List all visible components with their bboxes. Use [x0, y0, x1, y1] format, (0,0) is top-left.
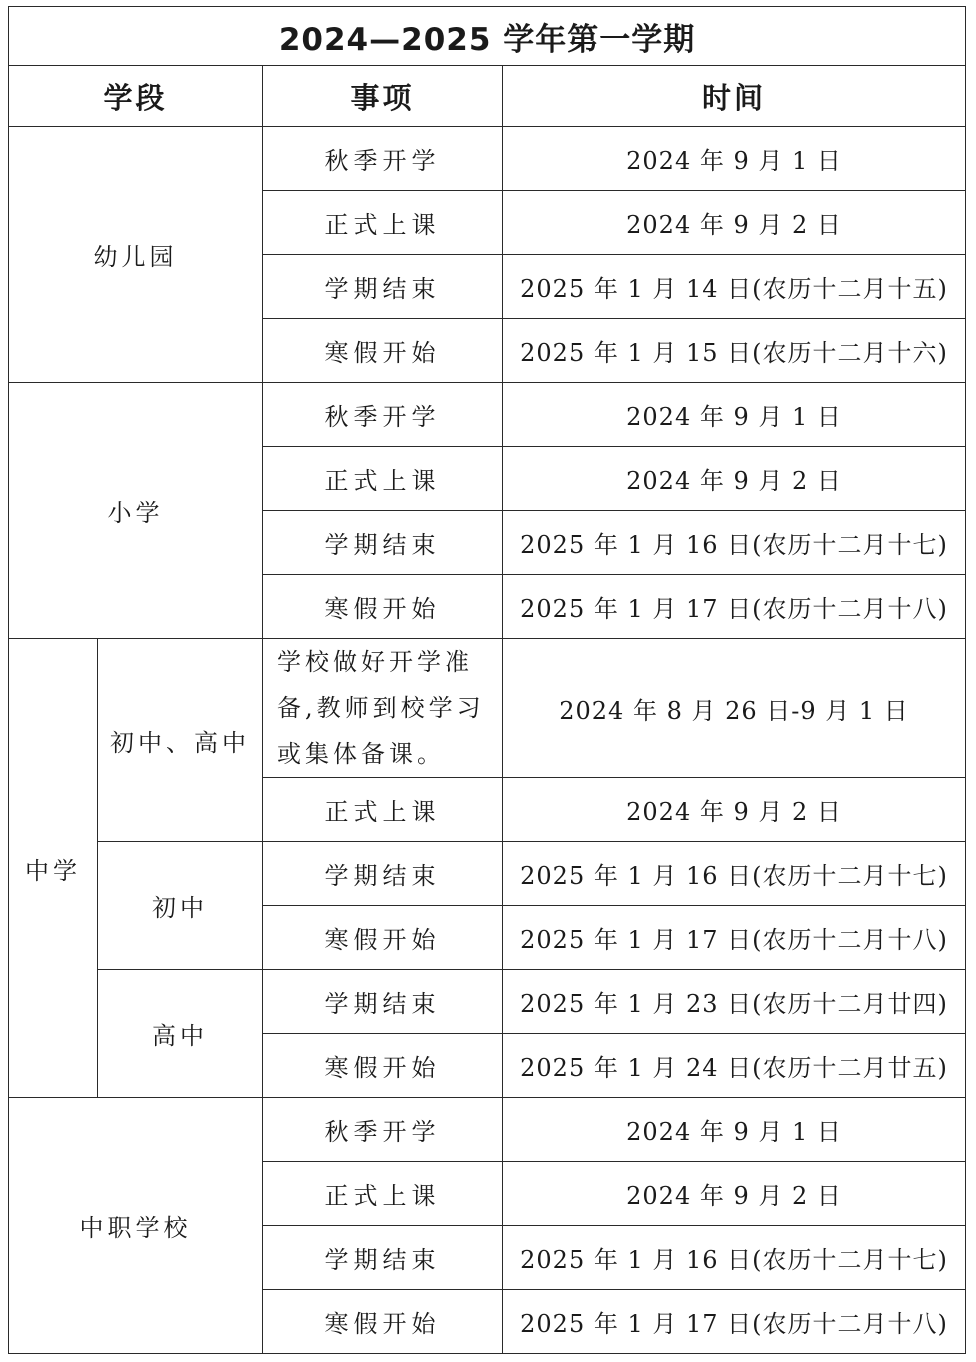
stage-primary: 小学 [9, 383, 263, 639]
item-cell: 学期结束 [263, 970, 503, 1034]
time-cell: 2025 年 1 月 16 日(农历十二月十七) [503, 511, 966, 575]
time-cell: 2024 年 9 月 2 日 [503, 191, 966, 255]
time-cell: 2024 年 8 月 26 日-9 月 1 日 [503, 639, 966, 778]
time-cell: 2024 年 9 月 1 日 [503, 1098, 966, 1162]
table-row [9, 970, 966, 1034]
time-cell: 2024 年 9 月 1 日 [503, 383, 966, 447]
header-item: 事项 [263, 66, 503, 127]
stage-middle-school: 中学 [9, 639, 98, 1098]
time-cell: 2025 年 1 月 23 日(农历十二月廿四) [503, 970, 966, 1034]
time-cell: 2025 年 1 月 17 日(农历十二月十八) [503, 575, 966, 639]
item-cell: 正式上课 [263, 447, 503, 511]
substage-junior: 初中 [98, 842, 263, 970]
item-cell: 寒假开始 [263, 575, 503, 639]
item-cell: 学期结束 [263, 1226, 503, 1290]
header-stage: 学段 [9, 66, 263, 127]
stage-vocational: 中职学校 [9, 1098, 263, 1354]
semester-schedule-table [8, 6, 966, 1354]
item-cell: 寒假开始 [263, 1290, 503, 1354]
item-cell: 学期结束 [263, 255, 503, 319]
time-cell: 2024 年 9 月 2 日 [503, 778, 966, 842]
item-cell: 正式上课 [263, 778, 503, 842]
item-cell: 正式上课 [263, 1162, 503, 1226]
time-cell: 2025 年 1 月 16 日(农历十二月十七) [503, 842, 966, 906]
time-cell: 2025 年 1 月 14 日(农历十二月十五) [503, 255, 966, 319]
time-cell: 2024 年 9 月 1 日 [503, 127, 966, 191]
time-cell: 2025 年 1 月 24 日(农历十二月廿五) [503, 1034, 966, 1098]
item-cell: 寒假开始 [263, 1034, 503, 1098]
time-cell: 2025 年 1 月 15 日(农历十二月十六) [503, 319, 966, 383]
time-cell: 2024 年 9 月 2 日 [503, 1162, 966, 1226]
time-cell: 2024 年 9 月 2 日 [503, 447, 966, 511]
table-title: 2024—2025 学年第一学期 [9, 7, 966, 66]
item-cell: 秋季开学 [263, 1098, 503, 1162]
time-cell: 2025 年 1 月 17 日(农历十二月十八) [503, 1290, 966, 1354]
stage-kindergarten: 幼儿园 [9, 127, 263, 383]
item-cell: 寒假开始 [263, 906, 503, 970]
table-row [9, 639, 966, 778]
item-cell: 学期结束 [263, 511, 503, 575]
item-cell: 寒假开始 [263, 319, 503, 383]
item-cell: 正式上课 [263, 191, 503, 255]
item-cell: 秋季开学 [263, 127, 503, 191]
header-time: 时间 [503, 66, 966, 127]
substage-junior-senior: 初中、高中 [98, 639, 263, 842]
table-row [9, 383, 966, 447]
item-cell: 学校做好开学准备,教师到校学习或集体备课。 [263, 639, 503, 778]
time-cell: 2025 年 1 月 17 日(农历十二月十八) [503, 906, 966, 970]
table-row [9, 842, 966, 906]
substage-senior: 高中 [98, 970, 263, 1098]
time-cell: 2025 年 1 月 16 日(农历十二月十七) [503, 1226, 966, 1290]
table-row [9, 127, 966, 191]
item-cell: 秋季开学 [263, 383, 503, 447]
item-cell: 学期结束 [263, 842, 503, 906]
table-row [9, 1098, 966, 1162]
